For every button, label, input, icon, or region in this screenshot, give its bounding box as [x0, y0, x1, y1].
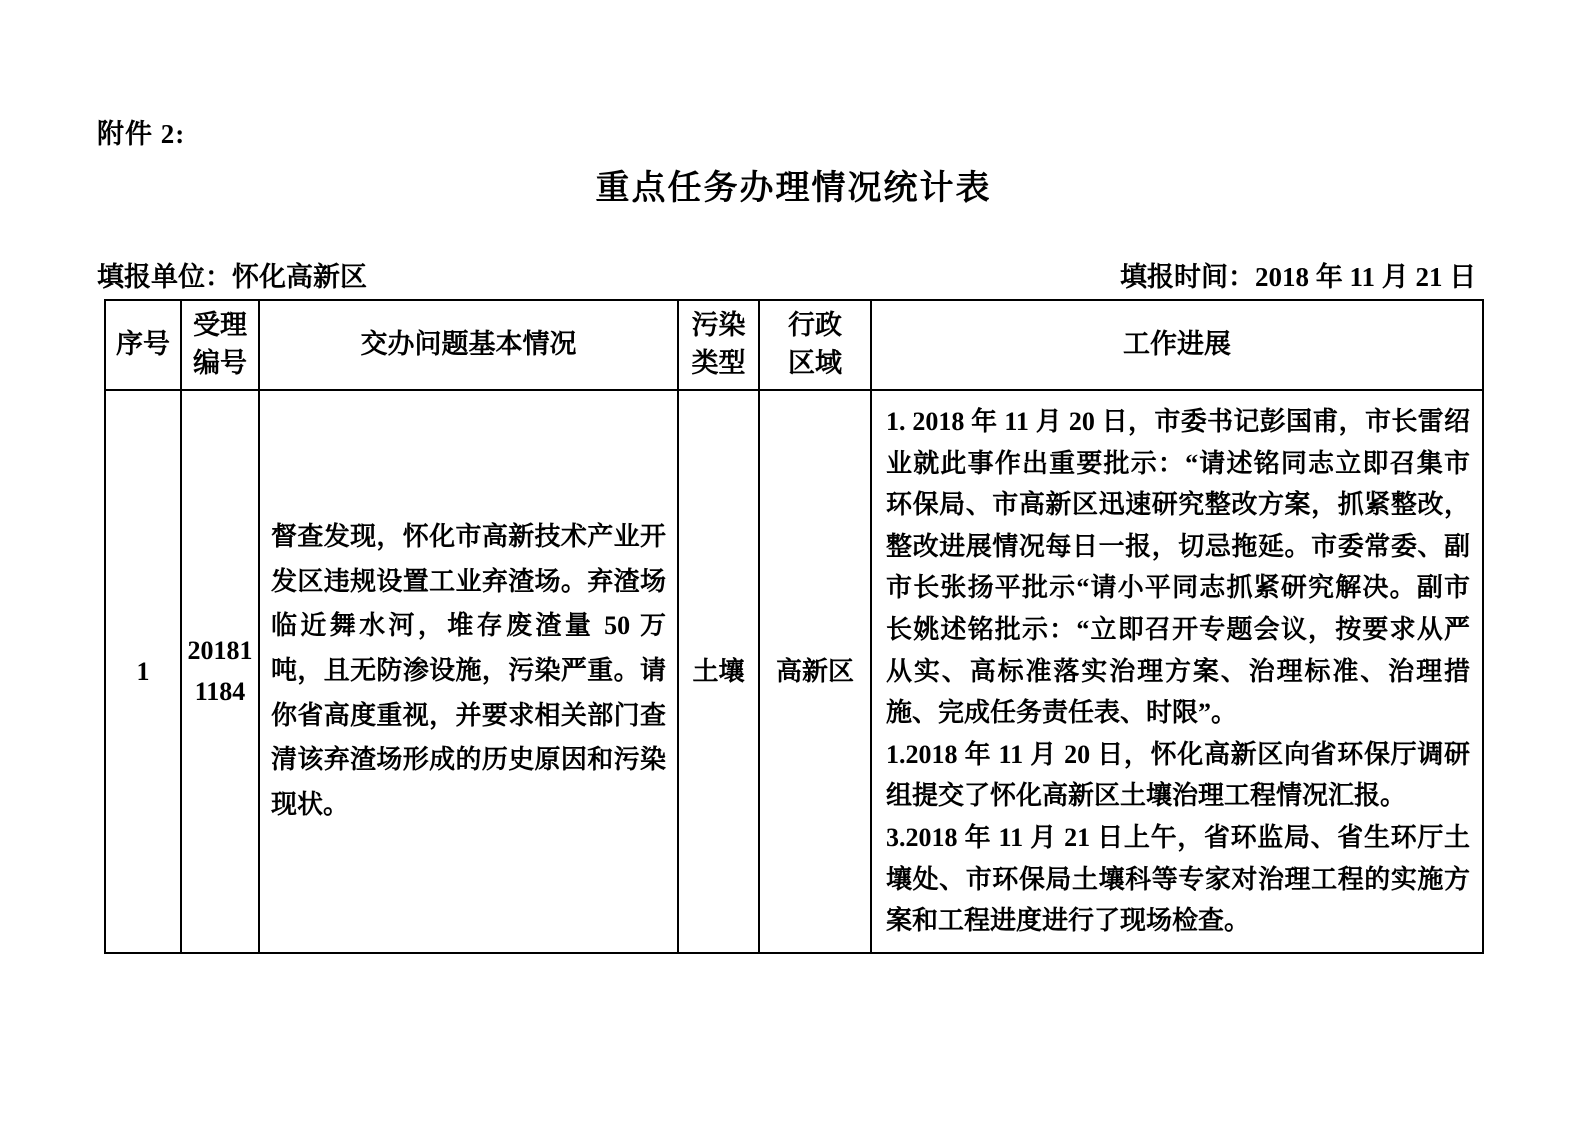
col-header-case-number — [181, 300, 259, 390]
problem-text: 督查发现，怀化市高新技术产业开发区违规设置工业弃渣场。弃渣场临近舞水河，堆存废渣量 50 万吨，且无防渗设施，污染严重。请你省高度重视，并要求相关部门查清该弃渣场形成的历史原因和污染现状。 — [271, 521, 666, 820]
case-number-line-2: 1184 — [194, 677, 246, 707]
col-header-region-label: 行政区域 — [787, 310, 842, 378]
cell-index — [105, 390, 181, 953]
progress-paragraph-2: 1.2018 年 11 月 20 日，怀化高新区向省环保厅调研组提交了怀化高新区土壤治理工程情况汇报。 — [886, 739, 1470, 811]
cell-case-number — [181, 390, 259, 953]
cell-region — [759, 390, 871, 953]
cell-pollution-type — [678, 390, 759, 953]
col-header-region — [759, 300, 871, 390]
progress-paragraph-3: 3.2018 年 11 月 21 日上午，省环监局、省生环厅土壤处、市环保局土壤科等专家对治理工程的实施方案和工程进度进行了现场检查。 — [886, 822, 1470, 936]
region-value: 高新区 — [775, 656, 854, 686]
col-header-pollution-type-label: 污染类型 — [691, 310, 746, 378]
col-header-progress — [871, 300, 1483, 390]
reporting-unit-label: 填报单位：怀化高新区 — [97, 262, 367, 292]
pollution-type-value: 土壤 — [692, 656, 745, 686]
table-row — [105, 390, 1483, 953]
report-info-row — [97, 255, 1482, 295]
reporting-time-label: 填报时间：2018 年 11 月 21 日 — [1120, 262, 1477, 292]
stats-table — [104, 299, 1484, 954]
progress-paragraph-1: 1. 2018 年 11 月 20 日，市委书记彭国甫，市长雷绍业就此事作出重要批示：“请述铭同志立即召集市环保局、市高新区迅速研究整改方案，抓紧整改，整改进展情况每日一报，切忌拖延。市委常委、副市长张扬平批示“请小平同志抓紧研究解决。副市长姚述铭批示：“立即召开专题会议，按要求从严从实、高标准落实治理方案、治理标准、治理措施、完成任务责任表、时限”。 — [886, 407, 1470, 728]
attachment-label: 附件 2: — [97, 119, 186, 149]
col-header-problem-label: 交办问题基本情况 — [360, 329, 577, 360]
col-header-case-number-label: 受理编号 — [192, 310, 247, 378]
col-header-index-label: 序号 — [116, 329, 170, 360]
case-number-line-1: 20181 — [187, 635, 253, 665]
col-header-problem — [259, 300, 678, 390]
col-header-index — [105, 300, 181, 390]
cell-progress — [871, 390, 1483, 953]
cell-problem — [259, 390, 678, 953]
col-header-progress-label: 工作进展 — [1123, 329, 1231, 360]
document-title: 重点任务办理情况统计表 — [595, 170, 992, 207]
col-header-pollution-type — [678, 300, 759, 390]
table-header-row — [105, 300, 1483, 390]
row-index-value: 1 — [136, 656, 150, 686]
